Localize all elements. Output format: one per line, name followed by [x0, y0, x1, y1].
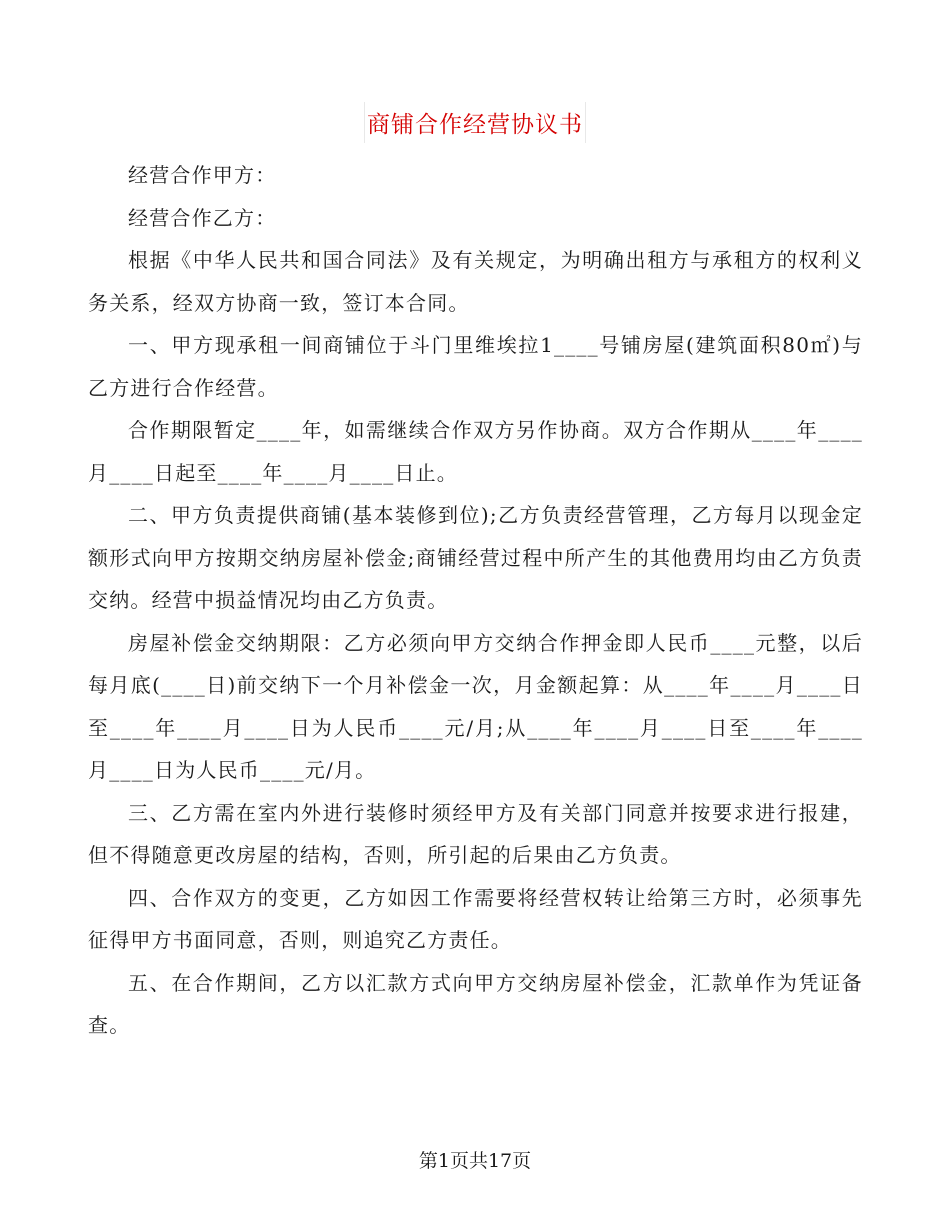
paragraph-term: 合作期限暂定____年，如需继续合作双方另作协商。双方合作期从____年____月____日起至____年____月____日止。	[88, 418, 863, 485]
paragraph-clause-5: 五、在合作期间，乙方以汇款方式向甲方交纳房屋补偿金，汇款单作为凭证备查。	[88, 970, 863, 1037]
page-number: 第1页共17页	[418, 1150, 532, 1172]
document-body	[88, 154, 863, 1047]
paragraph-preamble: 根据《中华人民共和国合同法》及有关规定，为明确出租方与承租方的权利义务关系，经双方协商一致，签订本合同。	[88, 248, 863, 315]
paragraph-party-a: 经营合作甲方：	[128, 163, 277, 187]
title-container	[0, 102, 950, 143]
paragraph-payment: 房屋补偿金交纳期限：乙方必须向甲方交纳合作押金即人民币____元整，以后每月底(____日)前交纳下一个月补偿金一次，月金额起算：从____年____月____日至____年____月____日为人民币____元/月;从____年____月____日至____年____月____日为人民币____元/月。	[88, 630, 863, 782]
paragraph-clause-4: 四、合作双方的变更，乙方如因工作需要将经营权转让给第三方时，必须事先征得甲方书面同意，否则，则追究乙方责任。	[88, 885, 863, 952]
paragraph-party-b: 经营合作乙方：	[128, 205, 277, 230]
document-title: 商铺合作经营协议书	[364, 102, 586, 143]
paragraph-clause-1: 一、甲方现承租一间商铺位于斗门里维埃拉1____号铺房屋(建筑面积80㎡)与乙方进行合作经营。	[88, 333, 863, 400]
paragraph-clause-2: 二、甲方负责提供商铺(基本装修到位);乙方负责经营管理，乙方每月以现金定额形式向甲方按期交纳房屋补偿金;商铺经营过程中所产生的其他费用均由乙方负责交纳。经营中损益情况均由乙方负责。	[88, 503, 863, 612]
paragraph-clause-3: 三、乙方需在室内外进行装修时须经甲方及有关部门同意并按要求进行报建，但不得随意更改房屋的结构，否则，所引起的后果由乙方负责。	[88, 800, 863, 867]
